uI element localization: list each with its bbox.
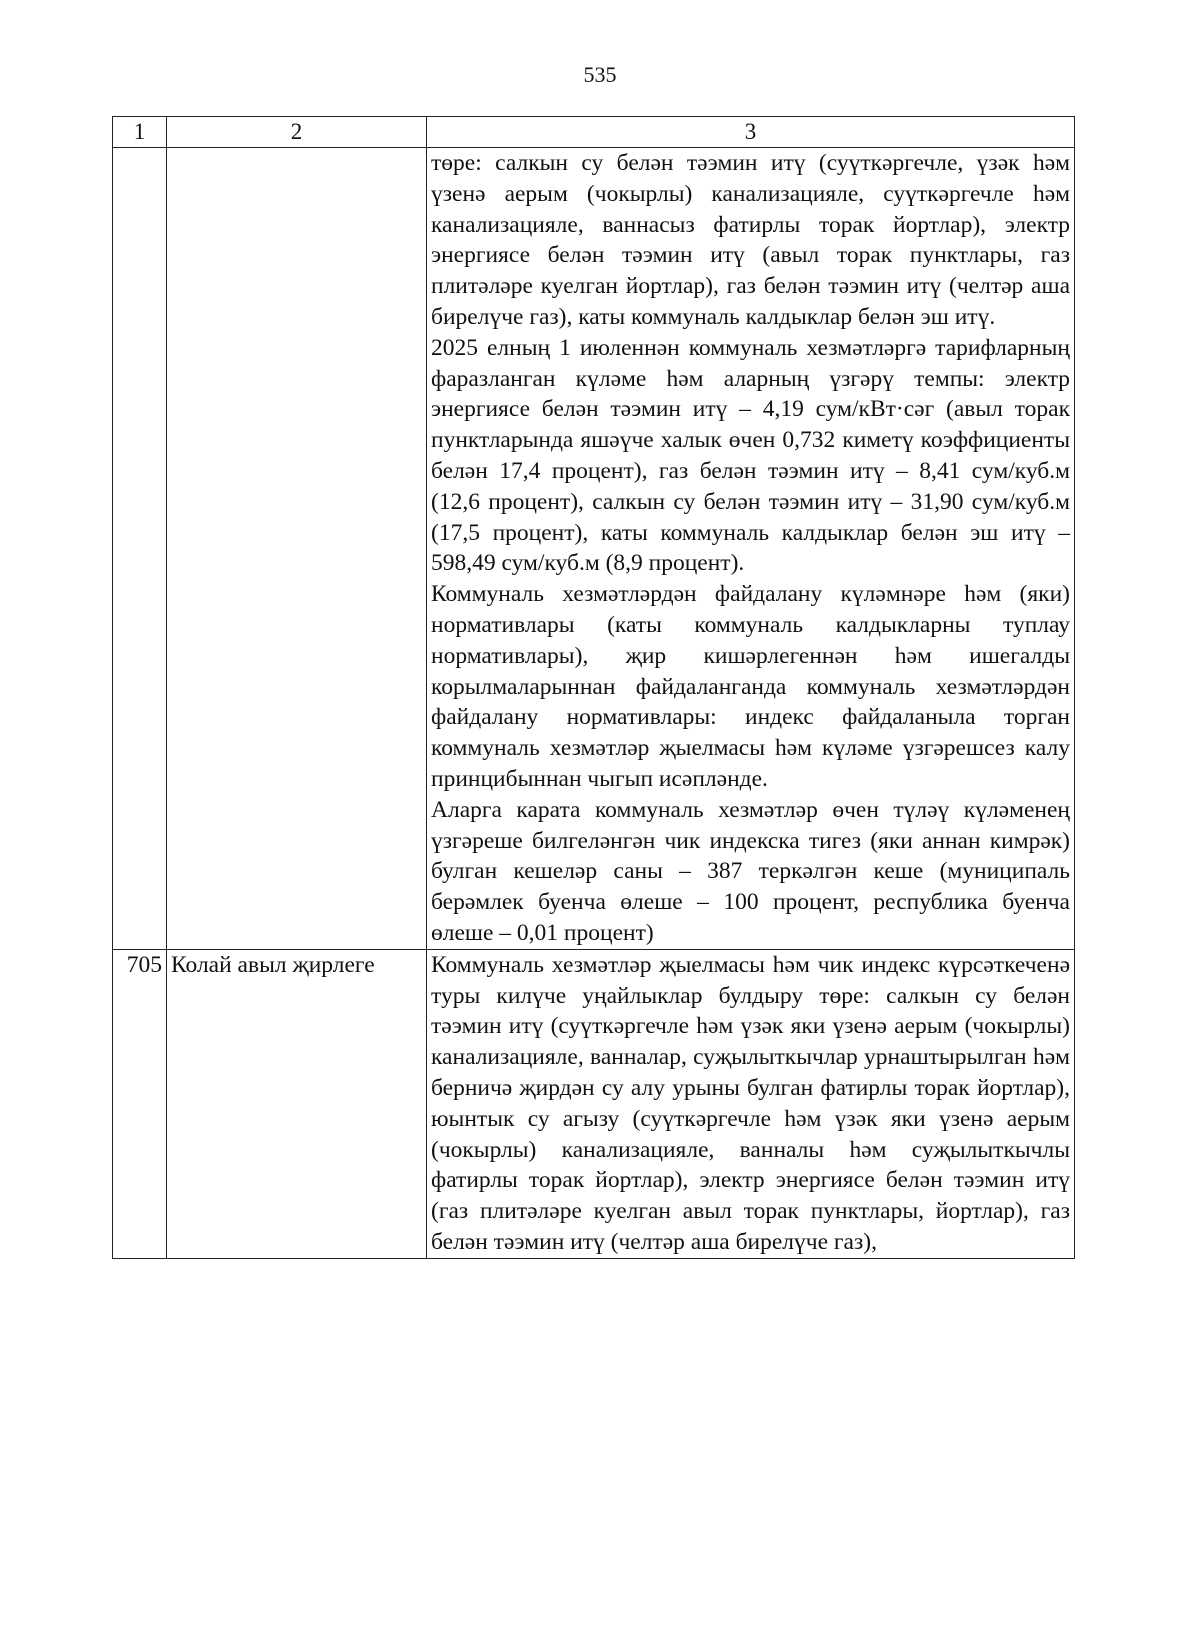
description-paragraph: Аларга карата коммуналь хезмәтләр өчен түләү күләменең үзгәреше билгеләнгән чик индекска тигез (яки аннан кимрәк) булган кешеләр саны – 387 теркәлгән кеше (муниципаль берәмлек буенча өлеше – 100 процент, республика буенча өлеше – 0,01 процент) (431, 796, 1070, 946)
description-paragraph: Коммуналь хезмәтләр җыелмасы һәм чик индекс күрсәткеченә туры килүче уңайлыклар булдыру төре: салкын су белән тәэмин итү (суүткәргечле һәм үзәк яки үзенә аерым (чокырлы) канализацияле, ванналар, суҗылыткычлар урнаштырылган һәм берничә җирдән су алу урыны булган фатирлы торак йортлар), юынтык су агызу (суүткәргечле һәм үзәк яки үзенә аерым (чокырлы) канализацияле, ванналы һәм суҗылыткычлы фатирлы торак йортлар), электр энергиясе белән тәэмин итү (газ плитәләре куелган авыл торак пунктлары, йортлар), газ белән тәэмин итү (челтәр аша бирелүче газ), (431, 951, 1070, 1255)
description-paragraph: төре: салкын су белән тәэмин итү (суүткәргечле, үзәк һәм үзенә аерым (чокырлы) канализацияле, суүткәргечле һәм канализацияле, ваннасыз фатирлы торак йортлар), электр энергиясе белән тәэмин итү (авыл торак пунктлары, газ плитәләре куелган йортлар), газ белән тәэмин итү (челтәр аша бирелүче газ), каты коммуналь калдыклар белән эш итү. (431, 150, 1070, 330)
description-paragraph: 2025 елның 1 июленнән коммуналь хезмәтләргә тарифларның фаразланган күләме һәм аларның үзгәрү темпы: электр энергиясе белән тәэмин итү – 4,19 сум/кВт·сәг (авыл торак пунктларында яшәүче халык өчен 0,732 киметү коэффициенты белән 17,4 процент), газ белән тәэмин итү – 8,41 сум/куб.м (12,6 процент), салкын су белән тәэмин итү – 31,90 сум/куб.м (17,5 процент), каты коммуналь калдыклар белән эш итү – 598,49 сум/куб.м (8,9 процент). (431, 334, 1070, 577)
header-col-3: 3 (427, 117, 1075, 148)
description-cell (427, 949, 1075, 1258)
description-paragraph: Коммуналь хезмәтләрдән файдалану күләмнәре һәм (яки) нормативлары (каты коммуналь калдыкларны туплау нормативлары), җир кишәрлегеннән һәм ишегалды корылмаларыннан файдаланганда коммуналь хезмәтләрдән файдалану нормативлары: индекс файдаланыла торган коммуналь хезмәтләр җыелмасы һәм күләме үзгәрешсез калу принцибыннан чыгып исәпләнде. (431, 581, 1070, 792)
description-cell (427, 148, 1075, 950)
settlement-name (167, 148, 427, 950)
table-row (113, 148, 1075, 950)
table-row (113, 949, 1075, 1258)
settlement-name: Колай авыл җирлеге (167, 949, 427, 1258)
municipal-tariff-table (112, 116, 1075, 1259)
header-col-1: 1 (113, 117, 167, 148)
table-header-row (113, 117, 1075, 148)
header-col-2: 2 (167, 117, 427, 148)
page-number: 535 (583, 62, 617, 87)
row-number: 705 (113, 949, 167, 1258)
row-number (113, 148, 167, 950)
